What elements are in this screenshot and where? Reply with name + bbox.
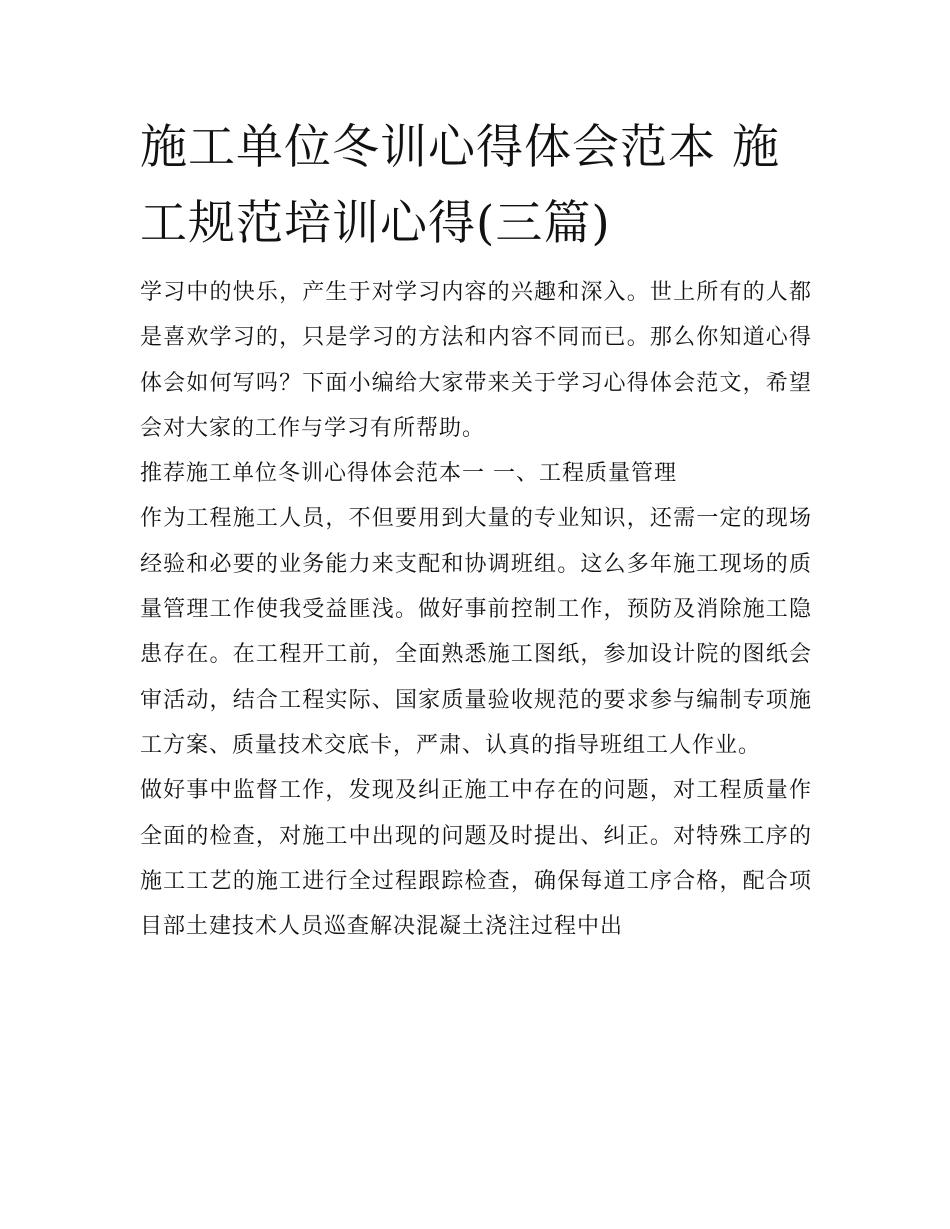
document-title: 施工单位冬训心得体会范本 施工规范培训心得(三篇) xyxy=(140,120,780,251)
document-body xyxy=(140,270,812,949)
document-content xyxy=(140,110,812,949)
paragraph-supervision: 做好事中监督工作，发现及纠正施工中存在的问题，对工程质量作全面的检查，对施工中出现的问题及时提出、纠正。对特殊工序的施工工艺的施工进行全过程跟踪检查，确保每道工序合格，配合项目部土建技术人员巡查解决混凝土浇注过程中出 xyxy=(140,778,812,940)
paragraph-quality-management: 作为工程施工人员，不但要用到大量的专业知识，还需一定的现场经验和必要的业务能力来支配和协调班组。这么多年施工现场的质量管理工作使我受益匪浅。做好事前控制工作，预防及消除施工隐患存在。在工程开工前，全面熟悉施工图纸，参加设计院的图纸会审活动，结合工程实际、国家质量验收规范的要求参与编制专项施工方案、质量技术交底卡，严肃、认真的指导班组工人作业。 xyxy=(140,506,812,758)
paragraph-intro: 学习中的快乐，产生于对学习内容的兴趣和深入。世上所有的人都是喜欢学习的，只是学习的方法和内容不同而已。那么你知道心得体会如何写吗？下面小编给大家带来关于学习心得体会范文，希望会对大家的工作与学习有所帮助。 xyxy=(140,280,812,441)
paragraph-section-heading: 推荐施工单位冬训心得体会范本一 一、工程质量管理 xyxy=(140,461,677,487)
